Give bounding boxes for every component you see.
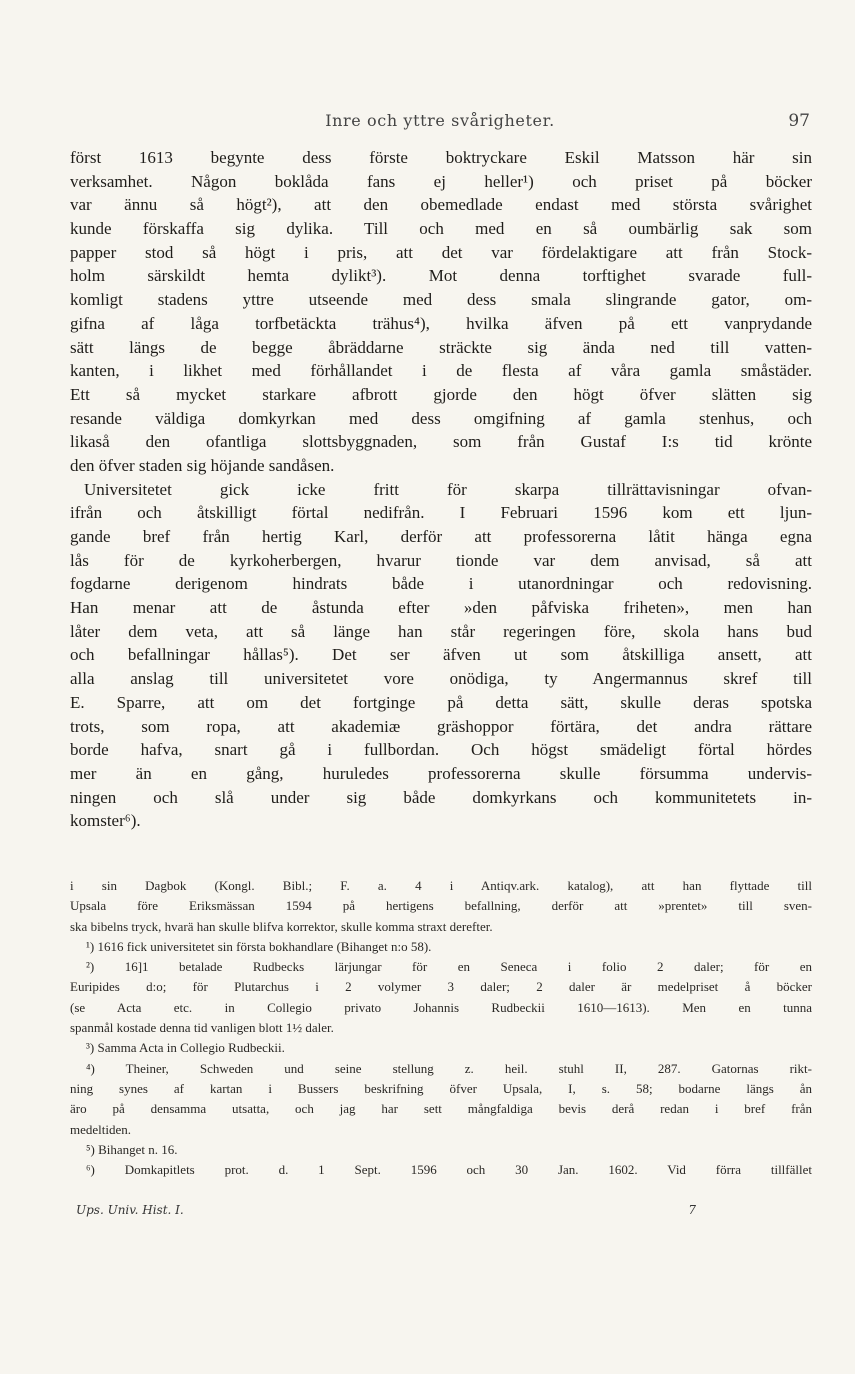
footnote-line: ska bibelns tryck, hvarä han skulle blifva korrektor, skulle komma straxt derefter.: [70, 918, 493, 934]
text-line: borde hafva, snart gå i fullbordan. Och högst smädeligt förtal hördes: [70, 740, 812, 760]
footnote-line: ning synes af kartan i Bussers beskrifning öfver Upsala, I, s. 58; bodarne längs ån: [70, 1080, 812, 1096]
text-line: alla anslag till universitetet vore onödiga, ty Angermannus skref till: [70, 669, 812, 689]
page-number: 97: [788, 111, 810, 131]
footnotes: [70, 876, 812, 1180]
text-line: först 1613 begynte dess förste boktryckare Eskil Matsson här sin: [70, 148, 812, 167]
text-line: var ännu så högt²), att den obemedlade endast med största svårighet: [70, 195, 812, 215]
footnote-line: ⁵) Bihanget n. 16.: [86, 1141, 178, 1157]
text-line: papper stod så högt i pris, att det var fördelaktigare att från Stock-: [70, 242, 812, 262]
signature-mark: 7: [688, 1203, 696, 1217]
text-line: komster⁶).: [70, 811, 141, 831]
footnote-line: Upsala före Eriksmässan 1594 på hertigens befallning, derför att »prentet» till sven-: [70, 898, 812, 914]
text-line: fogdarne derigenom hindrats både i utanordningar och redovisning.: [70, 574, 812, 594]
signature-title: Ups. Univ. Hist. I.: [76, 1203, 184, 1217]
text-line: låter dem veta, att så länge han står regeringen före, skola hans bud: [70, 621, 812, 641]
text-line: E. Sparre, att om det fortginge på detta sätt, skulle deras spotska: [70, 692, 812, 712]
text-line: och befallningar hållas⁵). Det ser äfven ut som åtskilliga ansett, att: [70, 645, 812, 665]
text-line: mer än en gång, huruledes professorerna skulle försumma undervis-: [70, 763, 812, 783]
text-line: kanten, i likhet med förhållandet i de flesta af våra gamla småstäder.: [70, 361, 812, 381]
running-header: [70, 111, 810, 135]
text-line: Ett så mycket starkare afbrott gjorde den högt öfver slätten sig: [70, 384, 812, 404]
footnote-line: ⁴) Theiner, Schweden und seine stellung z. heil. stuhl II, 287. Gatornas rikt-: [86, 1060, 812, 1076]
text-line: lås för de kyrkoherbergen, hvarur tionde var dem anvisad, så att: [70, 550, 812, 570]
footnote-line: ¹) 1616 fick universitetet sin första bokhandlare (Bihanget n:o 58).: [86, 938, 432, 954]
text-line: komligt stadens yttre utseende med dess smala slingrande gator, om-: [70, 290, 812, 310]
text-line: den öfver staden sig höjande sandåsen.: [70, 455, 335, 475]
text-line: gifna af låga torfbetäckta trähus⁴), hvilka äfven på ett vanprydande: [70, 313, 812, 333]
text-line: ningen och slå under sig både domkyrkans och kommunitetets in-: [70, 787, 812, 807]
text-line: Universitetet gick icke fritt för skarpa tillrättavisningar ofvan-: [84, 479, 812, 499]
footnote-line: spanmål kostade denna tid vanligen blott 1½ daler.: [70, 1020, 334, 1036]
text-line: sätt längs de begge åbräddarne sträckte sig ända ned till vatten-: [70, 337, 812, 357]
main-text: [70, 146, 812, 833]
text-line: holm särskildt hemta dylikt³). Mot denna torftighet svarade full-: [70, 266, 812, 286]
text-line: trots, som ropa, att akademiæ gräshoppor förtära, det andra rättare: [70, 716, 812, 736]
text-line: verksamhet. Någon boklåda fans ej heller¹) och priset på böcker: [70, 171, 812, 191]
text-line: gande bref från hertig Karl, derför att professorerna låtit hänga egna: [70, 527, 812, 546]
footnote-line: ⁶) Domkapitlets prot. d. 1 Sept. 1596 och 30 Jan. 1602. Vid förra tillfället: [86, 1162, 812, 1178]
footnote-line: ³) Samma Acta in Collegio Rudbeckii.: [86, 1040, 285, 1056]
text-line: Han menar att de åstunda efter »den påfviska friheten», men han: [70, 598, 812, 618]
printer-signature: [76, 1203, 696, 1223]
text-line: likaså den ofantliga slottsbyggnaden, som från Gustaf I:s tid krönte: [70, 432, 812, 452]
footnote-line: ²) 16]1 betalade Rudbecks lärjungar för en Seneca i folio 2 daler; för en: [86, 959, 812, 975]
footnote-line: (se Acta etc. in Collegio privato Johannis Rudbeckii 1610—1613). Men en tunna: [70, 999, 812, 1015]
footnote-line: Euripides d:o; för Plutarchus i 2 volymer 3 daler; 2 daler är medelpriset å böcker: [70, 979, 812, 995]
text-line: ifrån och åtskilligt förtal nedifrån. I Februari 1596 kom ett ljun-: [70, 503, 812, 523]
footnote-line: medeltiden.: [70, 1121, 132, 1137]
footnote-line: äro på densamma utsatta, och jag har sett mångfaldiga bevis derå redan i bref från: [70, 1101, 812, 1117]
text-line: resande väldiga domkyrkan med dess omgifning af gamla stenhus, och: [70, 408, 812, 428]
text-line: kunde förskaffa sig dylika. Till och med en så oumbärlig sak som: [70, 219, 812, 239]
running-title: Inre och yttre svårigheter.: [325, 111, 555, 130]
footnote-line: i sin Dagbok (Kongl. Bibl.; F. a. 4 i Antiqv.ark. katalog), att han flyttade till: [70, 878, 812, 893]
